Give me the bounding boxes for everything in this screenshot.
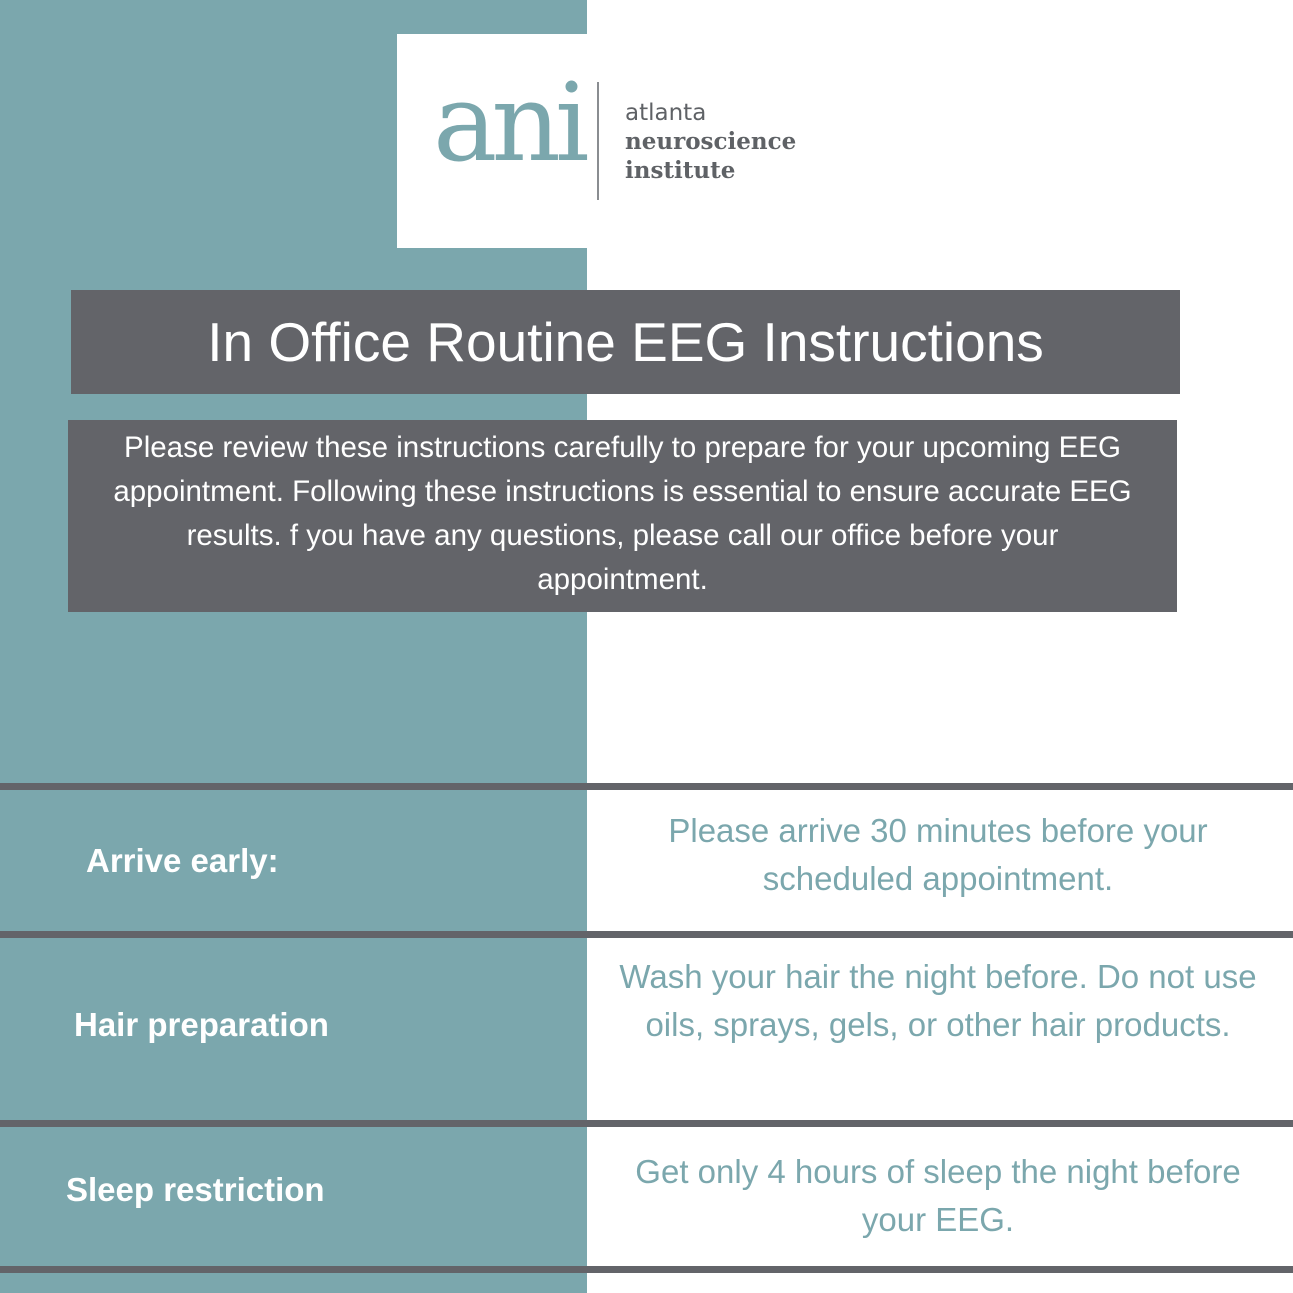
row-desc-line: Wash your hair the night before. Do not use — [619, 958, 1257, 995]
intro-text — [68, 420, 1177, 602]
logo-text-institute: institute — [625, 157, 736, 184]
row-desc-line: your EEG. — [861, 1201, 1015, 1238]
intro-line-3: results. f you have any questions, please call our office before your — [186, 519, 1059, 552]
row-desc-sleep-restriction — [590, 1148, 1286, 1244]
row-divider — [0, 1120, 1293, 1127]
row-label-hair-preparation: Hair preparation — [74, 1006, 329, 1043]
row-desc-line: oils, sprays, gels, or other hair products. — [645, 1006, 1231, 1043]
row-divider — [0, 1266, 1293, 1273]
title-bar — [71, 290, 1180, 394]
logo-divider — [597, 82, 599, 200]
logo-text-neuroscience: neuroscience — [625, 128, 797, 155]
row-desc-arrive-early — [590, 807, 1286, 903]
row-divider — [0, 931, 1293, 938]
row-desc-line: Get only 4 hours of sleep the night before — [635, 1153, 1241, 1190]
page-title: In Office Routine EEG Instructions — [207, 311, 1044, 373]
intro-line-2: appointment. Following these instructions is essential to ensure accurate EEG — [113, 475, 1132, 508]
logo-mark: ani — [433, 61, 584, 186]
row-label-arrive-early: Arrive early: — [86, 842, 279, 879]
row-divider — [0, 783, 1293, 790]
row-label-sleep-restriction: Sleep restriction — [66, 1171, 325, 1208]
intro-box — [68, 420, 1177, 612]
logo-text-atlanta: atlanta — [625, 100, 707, 126]
row-desc-line: scheduled appointment. — [762, 860, 1114, 897]
row-desc-hair-preparation — [590, 953, 1286, 1049]
intro-line-4: appointment. — [537, 563, 708, 596]
row-desc-line: Please arrive 30 minutes before your — [668, 812, 1208, 849]
intro-line-1: Please review these instructions carefully to prepare for your upcoming EEG — [124, 431, 1121, 464]
